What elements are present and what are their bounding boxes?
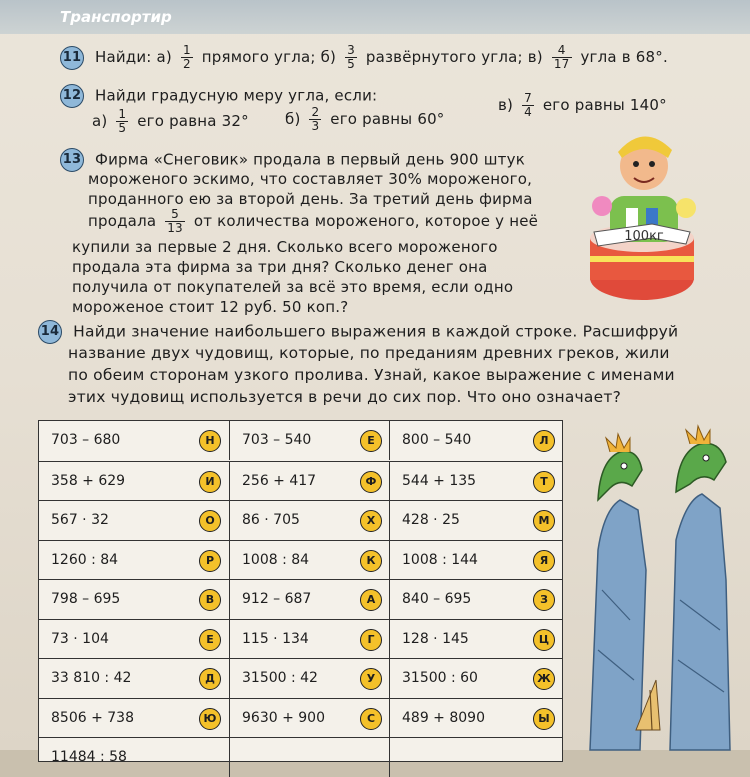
expression: 912 – 687 (242, 591, 312, 607)
table-row (39, 421, 562, 460)
letter-badge: Д (199, 668, 221, 690)
letter-badge: Я (533, 550, 555, 572)
table-cell (389, 462, 563, 501)
expression-table (38, 420, 563, 765)
fraction: $\frac{4}{17}$ (553, 43, 570, 71)
table-row (39, 540, 562, 580)
letter-badge: А (360, 589, 382, 611)
expression: 128 · 145 (402, 630, 469, 647)
fraction: $\frac{2}{3}$ (311, 105, 320, 133)
problem-number: 11 (60, 46, 84, 70)
table-cell (229, 738, 390, 777)
problem-13-line-2: мороженого эскимо, что составляет 30% мороженого, (88, 170, 533, 188)
letter-badge: Ы (533, 708, 555, 730)
letter-badge: Ж (533, 668, 555, 690)
problem-11-b: развёрнутого угла; в) (365, 48, 543, 66)
problem-12-b (285, 106, 445, 133)
expression: 703 – 680 (51, 432, 121, 448)
expression: 567 · 32 (51, 512, 109, 528)
letter-badge: Ф (360, 471, 382, 493)
problem-13-line-6: продала эта фирма за три дня? Сколько денег она (72, 258, 488, 276)
table-row (39, 658, 562, 698)
problem-12-title: Найди градусную меру угла, если: (94, 86, 378, 105)
expression: 1008 : 84 (242, 551, 310, 568)
expression: 544 + 135 (402, 472, 477, 489)
table-cell (229, 620, 390, 659)
problem-number: 12 (60, 84, 84, 108)
expression: 1008 : 144 (402, 551, 478, 568)
text: от количества мороженого, которое у неё (193, 212, 539, 230)
table-cell (229, 501, 390, 540)
problem-14-line-1 (38, 320, 678, 344)
fraction: $\frac{5}{13}$ (167, 207, 183, 235)
text: Найди значение наибольшего выражения в каждой строке. Расшифруй (73, 322, 679, 341)
sea-monsters-illustration (580, 430, 750, 750)
problem-11-a: прямого угла; б) (201, 48, 337, 66)
problem-number: 14 (38, 320, 62, 344)
letter-badge: С (360, 708, 382, 730)
expression: 489 + 8090 (402, 709, 485, 726)
problem-12-title-line (60, 84, 377, 108)
expression: 840 – 695 (402, 591, 472, 607)
table-cell (389, 541, 563, 580)
ice-cream-seller-illustration (582, 128, 702, 308)
table-row (39, 579, 562, 619)
table-cell (389, 580, 563, 619)
table-cell (39, 699, 229, 738)
problem-13-line-3: проданного ею за второй день. За третий день фирма (88, 190, 533, 208)
expression: 31500 : 60 (402, 670, 478, 686)
expression: 11484 : 58 (51, 749, 127, 765)
table-cell (39, 580, 229, 619)
table-row (39, 737, 562, 777)
expression: 8506 + 738 (51, 709, 134, 726)
letter-badge: У (360, 668, 382, 690)
table-cell (39, 541, 229, 580)
expression: 256 + 417 (242, 472, 317, 489)
table-cell (389, 738, 563, 777)
expression: 115 · 134 (242, 630, 309, 647)
table-cell (229, 462, 390, 501)
letter-badge: Х (360, 510, 382, 532)
table-row (39, 698, 562, 738)
problem-13-line-1 (60, 148, 525, 172)
expression: 358 + 629 (51, 472, 126, 489)
scale-label: 100кг (624, 229, 664, 244)
fraction: $\frac{7}{4}$ (524, 91, 532, 119)
letter-badge: Е (199, 629, 221, 651)
expression: 703 – 540 (242, 432, 312, 448)
fraction: $\frac{1}{5}$ (118, 107, 127, 135)
table-cell (229, 541, 390, 580)
problem-13-line-7: получила от покупателей за всё это время, если одно (72, 278, 514, 296)
letter-badge: Н (199, 430, 221, 452)
expression: 800 – 540 (402, 432, 472, 448)
table-cell (389, 501, 563, 540)
expression: 9630 + 900 (242, 709, 325, 726)
expression: 73 · 104 (51, 630, 109, 647)
letter-badge: Т (533, 471, 555, 493)
expression: 33 810 : 42 (51, 670, 132, 686)
label: а) (92, 112, 108, 130)
table-cell (39, 462, 229, 501)
table-row (39, 619, 562, 659)
text: его равны 140° (542, 96, 667, 114)
problem-11-c: угла в 68°. (580, 48, 668, 66)
table-row (39, 461, 562, 501)
letter-badge: В (199, 589, 221, 611)
table-cell (39, 738, 229, 777)
text: его равны 60° (330, 110, 445, 128)
problem-11-lead: Найди: а) (94, 48, 172, 66)
table-cell (229, 699, 390, 738)
problem-11 (60, 44, 668, 71)
table-cell (389, 699, 563, 738)
problem-12-a (92, 108, 249, 135)
letter-badge: М (533, 510, 555, 532)
expression: 798 – 695 (51, 591, 121, 607)
table-cell (39, 620, 229, 659)
letter-badge: Ц (533, 629, 555, 651)
fraction: $\frac{3}{5}$ (347, 43, 355, 71)
problem-13-line-5: купили за первые 2 дня. Сколько всего мороженого (72, 238, 498, 256)
expression: 1260 : 84 (51, 551, 119, 568)
problem-12-c (498, 92, 667, 119)
label: б) (285, 110, 301, 128)
problem-14-line-3: по обеим сторонам узкого пролива. Узнай, какое выражение с именами (68, 366, 675, 384)
problem-14-line-2: название двух чудовищ, которые, по преданиям древних греков, жили (68, 344, 670, 362)
table-cell (229, 421, 390, 460)
letter-badge: О (199, 510, 221, 532)
expression: 86 · 705 (242, 512, 300, 528)
section-title: Транспортир (60, 8, 172, 26)
expression: 31500 : 42 (242, 670, 318, 686)
letter-badge: Ю (199, 708, 221, 730)
text: его равна 32° (137, 112, 249, 130)
table-cell (39, 421, 229, 460)
table-row (39, 500, 562, 540)
table-cell (39, 501, 229, 540)
problem-13-line-4 (88, 208, 538, 235)
letter-badge: К (360, 550, 382, 572)
table-cell (39, 659, 229, 698)
letter-badge: Е (360, 430, 382, 452)
problem-13-line-8: мороженое стоит 12 руб. 50 коп.? (72, 298, 349, 316)
fraction: $\frac{1}{2}$ (182, 43, 191, 71)
text: продала (88, 212, 157, 230)
problem-number: 13 (60, 148, 84, 172)
table-cell (389, 620, 563, 659)
letter-badge: И (199, 471, 221, 493)
letter-badge: Л (533, 430, 555, 452)
letter-badge: З (533, 589, 555, 611)
table-cell (229, 659, 390, 698)
table-cell (229, 580, 390, 619)
text: Фирма «Снеговик» продала в первый день 900 штук (94, 150, 525, 169)
letter-badge: Г (360, 629, 382, 651)
problem-14-line-4: этих чудовищ используется в речи до сих пор. Что оно означает? (68, 388, 622, 406)
letter-badge: Р (199, 550, 221, 572)
expression: 428 · 25 (402, 512, 460, 528)
table-cell (389, 659, 563, 698)
label: в) (498, 96, 514, 114)
table-cell (389, 421, 563, 460)
